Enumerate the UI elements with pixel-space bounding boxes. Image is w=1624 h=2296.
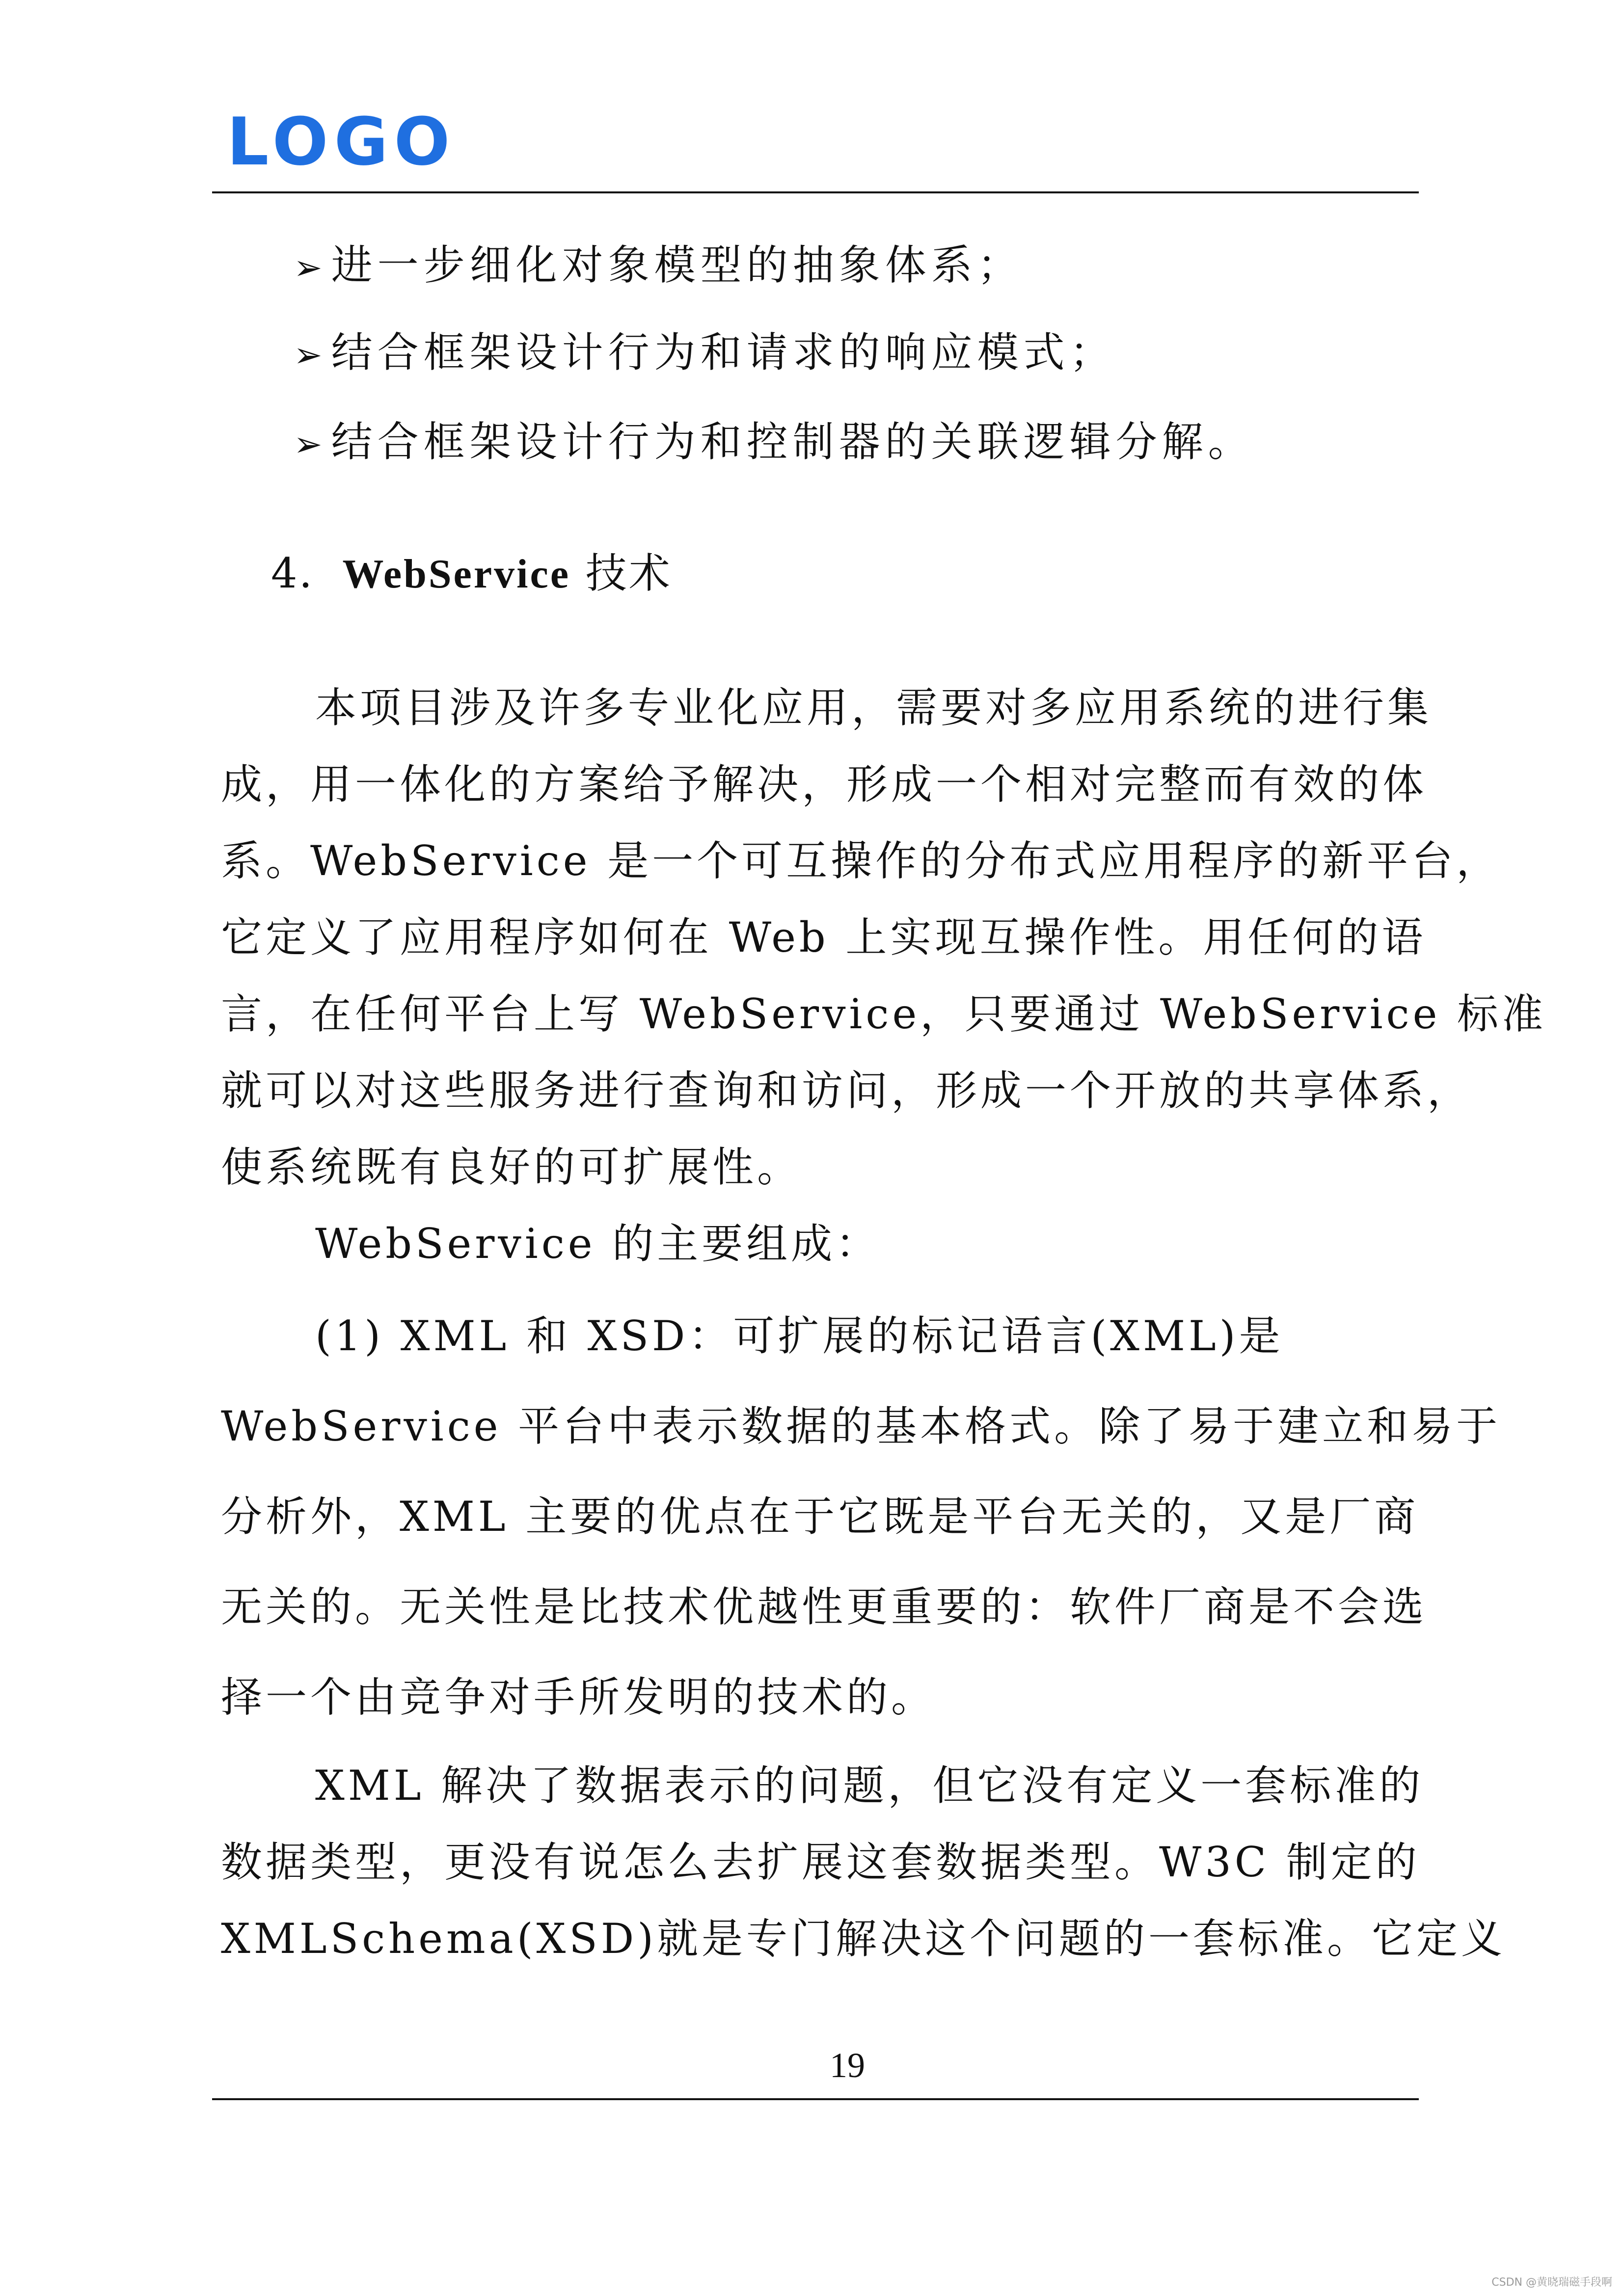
- bullet-item: [294, 418, 1254, 466]
- paragraph-line: 无关的。无关性是比技术优越性更重要的：软件厂商是不会选: [221, 1583, 1428, 1631]
- logo: LOGO: [227, 104, 456, 180]
- section-title-cn: 技术: [570, 549, 672, 597]
- section-heading: [271, 549, 672, 597]
- bullet-item: [294, 328, 1116, 376]
- paragraph-line: 就可以对这些服务进行查询和访问，形成一个开放的共享体系，: [221, 1067, 1472, 1115]
- arrow-bullet-icon: ➢: [294, 424, 327, 464]
- bullet-text: 结合框架设计行为和请求的响应模式；: [331, 328, 1116, 376]
- paragraph-line: 本项目涉及许多专业化应用，需要对多应用系统的进行集: [315, 684, 1433, 732]
- paragraph-line: 数据类型，更没有说怎么去扩展这套数据类型。W3C 制定的: [221, 1838, 1420, 1886]
- arrow-bullet-icon: ➢: [294, 335, 327, 375]
- paragraph-line: WebService 的主要组成：: [315, 1220, 881, 1268]
- paragraph-line: 言，在任何平台上写 WebService，只要通过 WebService 标准: [221, 990, 1547, 1038]
- paragraph-line: 使系统既有良好的可扩展性。: [221, 1143, 802, 1191]
- bullet-text: 结合框架设计行为和控制器的关联逻辑分解。: [331, 418, 1254, 466]
- arrow-bullet-icon: ➢: [294, 247, 327, 288]
- bullet-item: [294, 241, 1024, 289]
- bullet-text: 进一步细化对象模型的抽象体系；: [331, 241, 1024, 289]
- section-number: 4．: [271, 549, 343, 597]
- paragraph-line: XMLSchema(XSD)就是专门解决这个问题的一套标准。它定义: [221, 1915, 1506, 1963]
- paragraph-line: 分析外，XML 主要的优点在于它既是平台无关的，又是厂商: [221, 1493, 1419, 1541]
- paragraph-line: 成，用一体化的方案给予解决，形成一个相对完整而有效的体: [221, 760, 1428, 808]
- page-number: 19: [830, 2046, 865, 2085]
- paragraph-line: 系。WebService 是一个可互操作的分布式应用程序的新平台，: [221, 837, 1501, 885]
- paragraph-line: 择一个由竞争对手所发明的技术的。: [221, 1673, 936, 1721]
- paragraph-line: 它定义了应用程序如何在 Web 上实现互操作性。用任何的语: [221, 913, 1427, 961]
- paragraph-line: WebService 平台中表示数据的基本格式。除了易于建立和易于: [221, 1402, 1501, 1450]
- section-title-latin: WebService: [342, 551, 571, 597]
- paragraph-line: XML 解决了数据表示的问题，但它没有定义一套标准的: [315, 1762, 1424, 1810]
- header-divider: [212, 191, 1419, 193]
- paragraph-line: (1) XML 和 XSD：可扩展的标记语言(XML)是: [315, 1312, 1284, 1360]
- footer-divider: [212, 2098, 1419, 2100]
- watermark: CSDN @黄晓瑞磁手段啊: [1491, 2276, 1612, 2289]
